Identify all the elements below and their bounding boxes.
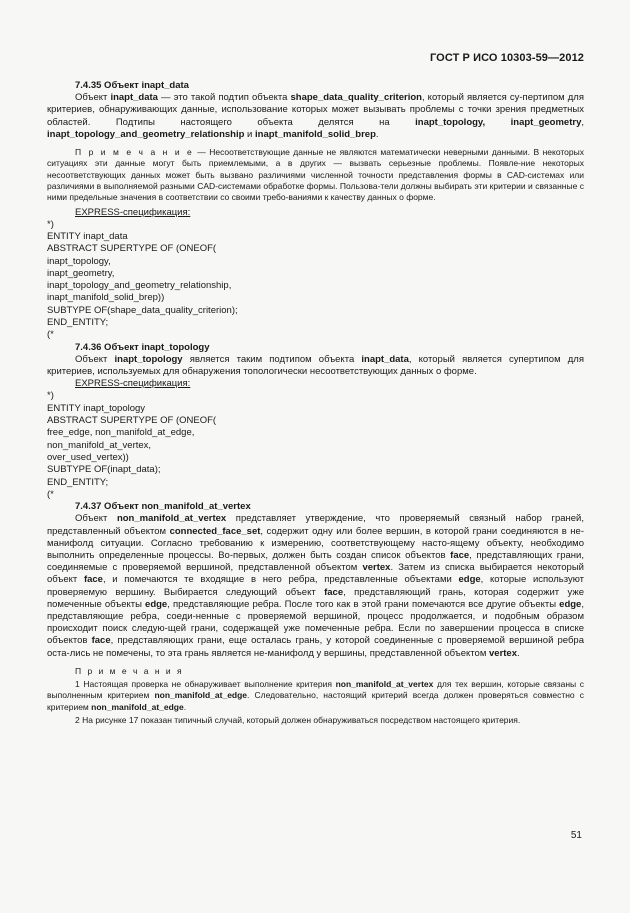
- note-text: — Несоответствующие данные не являются математически неверными данными. В некоторых ситуациях эти данные могут быть приемлемыми, а в других — вызвать серьезные проблемы. Появле-ние некоторых несоответствующих данных может быть вызвано различиями численной точности представления формы в CAD-системах или различиями в выполняемой разными CAD-системами обработке формы. Пользова-тели должны выбирать эти критерии и связанные с ними предельные значения в соответствии со своими требо-ваниями к качеству данных о форме.: [47, 147, 584, 203]
- text-run: , и помечаются те входящие в него ребра, представленные объектами: [102, 574, 459, 586]
- entity-name: shape_data_quality_criterion: [290, 92, 422, 104]
- text-run: , представляющие ребра. После того как в этой грани помечаются все другие объекты: [167, 598, 560, 610]
- text-run: , которые используют проверяемую вершину. Выбирается следующий объект: [47, 574, 584, 598]
- section-7-4-35-note: [47, 147, 584, 203]
- text-run: .: [517, 647, 520, 659]
- text-run: Объект: [75, 513, 117, 525]
- section-heading-7-4-36: 7.4.36 Объект inapt_topology: [75, 341, 210, 353]
- notes-label-text: П р и м е ч а н и я: [75, 665, 184, 676]
- entity-name: inapt_data: [361, 353, 409, 365]
- section-heading-7-4-37: 7.4.37 Объект non_manifold_at_vertex: [75, 501, 251, 513]
- text-run: . Затем из списка выбирается некоторый объект: [47, 562, 584, 586]
- entity-name: edge: [145, 598, 168, 610]
- text-run: — это такой подтип объекта: [157, 92, 291, 104]
- text-run: Объект: [75, 92, 111, 104]
- entity-name: face: [324, 586, 344, 598]
- text-run: , который является супертипом для критериев, используемых для обнаружения топологически несоответствующих данных о форме.: [47, 353, 584, 378]
- text-run: , представляющих грани, соединяемые с проверяемой вершиной, представленной объектом: [47, 549, 584, 574]
- entity-name: edge: [559, 598, 582, 610]
- note-label: П р и м е ч а н и е: [75, 147, 194, 158]
- text-run: является таким подтипом объекта: [182, 353, 362, 365]
- text-run: представляет утверждение, что проверяемый связный набор граней, представленный объектом: [47, 513, 584, 537]
- text-run: , представляющие ребра, соеди-ненные с проверяемой вершиной, процесс продолжается, и подобным образом происходит поиск следую-щей грани, содержащей уже помеченные ребра. Если по завершении процесса в списке объектов: [47, 598, 584, 647]
- entity-name: inapt_topology_and_geometry_relationship: [47, 128, 245, 140]
- express-code-inapt-data: *) ENTITY inapt_data ABSTRACT SUPERTYPE OF (ONEOF( inapt_topology, inapt_geometry, inapt_topology_and_geometry_relationship, inapt_manifold_solid_brep)) SUBTYPE OF(shape_data_quality_criterion); END_ENTITY; (*: [47, 218, 238, 341]
- entity-name: non_manifold_at_edge: [154, 690, 248, 701]
- text-run: и: [244, 128, 256, 140]
- entity-name: non_manifold_at_vertex: [335, 679, 434, 690]
- note-1: [47, 679, 584, 713]
- text-run: . Следовательно, настоящий критерий всегда должен проверяться совместно с критерием: [47, 690, 584, 712]
- entity-name: vertex: [362, 562, 391, 574]
- text-run: .: [375, 128, 379, 140]
- entity-name: non_manifold_at_edge: [91, 701, 184, 712]
- text-run: , представляющих грани, еще осталась грань, у которой соединенные с проверяемой вершиной ребра оста-лись не помечены, то эта грань является не-манифолд у вершины, представленной объектом: [47, 635, 584, 659]
- document-code-header: ГОСТ Р ИСО 10303-59—2012: [429, 52, 584, 64]
- express-code-inapt-topology: *) ENTITY inapt_topology ABSTRACT SUPERTYPE OF (ONEOF( free_edge, non_manifold_at_edge, non_manifold_at_vertex, over_used_vertex)) SUBTYPE OF(inapt_data); END_ENTITY; (*: [47, 390, 217, 500]
- page-body: [47, 80, 584, 726]
- text-run: Объект: [75, 353, 115, 365]
- section-7-4-37-paragraph: [47, 513, 584, 659]
- express-spec-label: EXPRESS-спецификация:: [75, 378, 191, 390]
- express-spec-label: EXPRESS-спецификация:: [75, 206, 191, 218]
- entity-name: inapt_topology, inapt_geometry: [415, 116, 582, 128]
- section-7-4-36-paragraph: [47, 354, 584, 378]
- page-number: 51: [570, 830, 582, 841]
- entity-name: inapt_data: [110, 92, 158, 104]
- entity-name: inapt_topology: [114, 353, 183, 365]
- entity-name: face: [91, 635, 111, 647]
- text-run: , содержит одну или более вершин, в которой грани соединяются в не-манифолд ситуации. Согласно требованию к измерению, соответствующему насто-ящему объекту, необходимо выполнить определенные процессы. Во-первых, должен быть создан список объектов: [47, 525, 584, 561]
- entity-name: vertex: [489, 647, 517, 659]
- text-run: , представляющий грань, которая содержит уже помеченные объекты: [47, 586, 584, 610]
- text-run: 2 На рисунке 17 показан типичный случай, который должен обнаруживаться посредством настоящего критерия.: [75, 714, 521, 725]
- text-run: 1 Настоящая проверка не обнаруживает выполнение критерия: [75, 679, 336, 690]
- text-run: для тех вершин, которые связаны с выполненным критерием: [47, 679, 585, 701]
- entity-name: connected_face_set: [169, 525, 261, 537]
- entity-name: inapt_manifold_solid_brep: [255, 128, 376, 140]
- section-7-4-35-paragraph: [47, 92, 584, 141]
- text-run: ,: [581, 116, 585, 128]
- text-run: .: [183, 701, 187, 712]
- note-2: [47, 715, 584, 726]
- entity-name: face: [450, 549, 470, 561]
- text-run: , который является су-пертипом для критериев, обнаруживающих данные, использование которых может вызывать проблемы с точки зрения предметных областей. Подтипы настоящего объекта делятся на: [47, 92, 584, 128]
- section-heading-7-4-35: 7.4.35 Объект inapt_data: [75, 80, 189, 91]
- notes-label: [47, 666, 584, 677]
- entity-name: non_manifold_at_vertex: [116, 513, 227, 525]
- entity-name: face: [83, 574, 103, 586]
- entity-name: edge: [458, 574, 481, 586]
